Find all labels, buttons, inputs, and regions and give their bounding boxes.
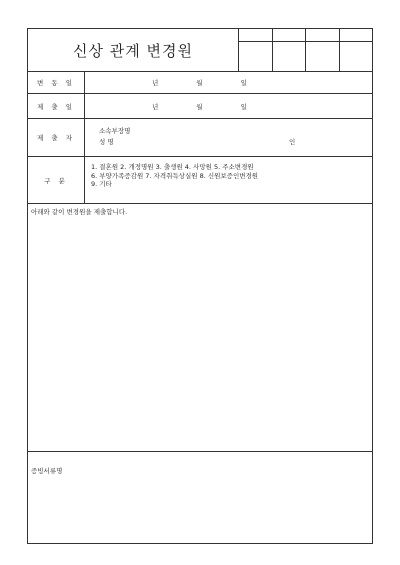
month-label: 월 — [196, 102, 203, 111]
form-title: 신상 관계 변경원 — [73, 41, 193, 60]
submitter-row — [28, 119, 372, 157]
day-label: 일 — [240, 78, 247, 87]
category-label: 구 분 — [28, 157, 85, 203]
evidence-section[interactable] — [28, 452, 372, 543]
approval-header-cell — [239, 29, 273, 42]
category-field[interactable] — [84, 157, 372, 203]
dept-head-label: 소속부장명 — [99, 127, 131, 135]
statement-text: 아래와 같이 변경원을 제출합니다. — [31, 208, 128, 216]
category-row — [28, 157, 372, 204]
approval-sign-cell — [239, 42, 273, 71]
approval-header-cell — [340, 29, 374, 42]
submit-date-label: 제 출 일 — [28, 94, 85, 118]
change-date-row — [28, 71, 372, 94]
submit-date-row — [28, 94, 372, 119]
category-line: 1. 결혼원 2. 개정명원 3. 출생원 4. 사망원 5. 주소변경원 — [91, 163, 254, 171]
category-line: 6. 부양가족증감원 7. 자격취득상실원 8. 신원보증인변경원 — [91, 171, 259, 180]
approval-sign-cell — [273, 42, 307, 71]
submit-date-field[interactable] — [84, 94, 372, 118]
approval-sign-cell — [306, 42, 340, 71]
change-date-label: 변 동 일 — [28, 71, 85, 93]
month-label: 월 — [196, 78, 203, 87]
evidence-label: 증빙서류명 — [31, 467, 63, 475]
submitter-field[interactable] — [84, 119, 372, 156]
approval-grid — [238, 29, 373, 71]
name-label: 성 명 — [99, 138, 114, 146]
approval-sign-cell — [340, 42, 374, 71]
approval-header-cell — [273, 29, 307, 42]
change-date-field[interactable] — [84, 71, 372, 93]
submitter-label: 제 출 자 — [28, 119, 85, 156]
year-label: 년 — [152, 102, 159, 111]
year-label: 년 — [152, 78, 159, 87]
category-line: 9. 기타 — [91, 180, 112, 188]
title-row — [28, 29, 372, 72]
day-label: 일 — [240, 102, 247, 111]
statement-section[interactable] — [28, 204, 372, 452]
form-sheet — [27, 28, 373, 544]
seal-label: 인 — [289, 138, 296, 146]
approval-header-cell — [306, 29, 340, 42]
